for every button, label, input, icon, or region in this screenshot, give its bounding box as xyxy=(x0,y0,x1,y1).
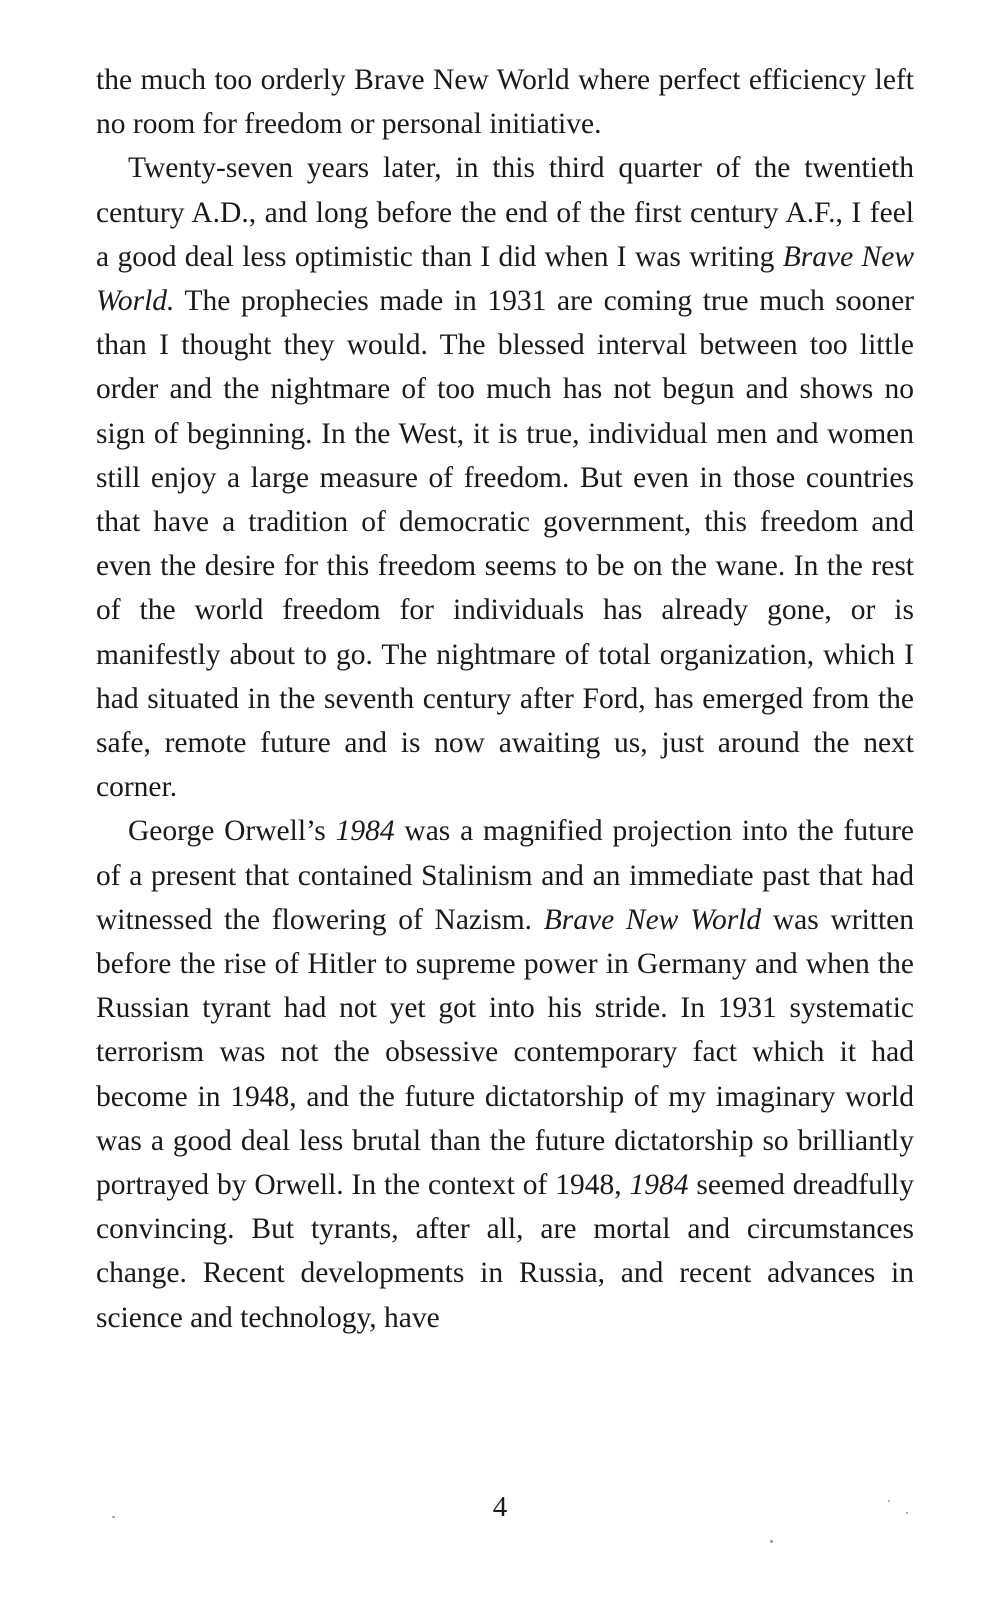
text-run: was a magnified projection into the future of a present that contained Stalinism and an immediate past that had witnessed the flowering of Nazism. xyxy=(96,815,914,936)
body-text xyxy=(96,58,914,1340)
text-run: was written before the rise of Hitler to supreme power in Germany and when the Russian tyrant had not yet got into his stride. In 1931 systematic terrorism was not the obsessive contemporary fact which it had become in 1948, and the future dictatorship of my imaginary world was a good deal less brutal than the future dictatorship so brilliantly portrayed by Orwell. In the context of 1948, xyxy=(96,903,915,1202)
paper-speck xyxy=(906,1512,908,1514)
paragraph-1 xyxy=(96,58,914,146)
paragraph-3 xyxy=(96,809,914,1339)
book-title-italic: Brave New World. xyxy=(96,240,914,318)
text-run: The prophecies made in 1931 are coming true much sooner than I thought they would. The blessed interval between too little order and the nightmare of too much has not begun and shows no sign of beginning. In the West, it is true, individual men and women still enjoy a large measure of freedom. But even in those countries that have a tradition of democratic government, this freedom and even the desire for this freedom seems to be on the wane. In the rest of the world freedom for individuals has already gone, or is manifestly about to go. The nightmare of total organization, which I had situated in the seventh century after Ford, has emerged from the safe, remote future and is now awaiting us, just around the next corner. xyxy=(96,285,914,804)
text-run: the much too orderly Brave New World where perfect efficiency left no room for freedom or personal initiative. xyxy=(96,64,914,141)
paper-speck xyxy=(888,1500,890,1502)
paper-speck xyxy=(770,1540,773,1543)
page-number: 4 xyxy=(492,1491,508,1523)
text-run: seemed dreadfully convincing. But tyrants, after all, are mortal and circumstances change. Recent developments in Russia, and recent advances in science and technology, have xyxy=(96,1169,915,1334)
paper-speck xyxy=(112,1516,115,1518)
text-run: George Orwell’s xyxy=(128,815,336,848)
text-run: Twenty-seven years later, in this third quarter of the twentieth century A.D., and long before the end of the first century A.F., I feel a good deal less optimistic than I did when I was writing xyxy=(96,152,914,273)
book-title-italic: 1984 xyxy=(335,815,395,848)
book-title-italic: Brave New World xyxy=(543,903,762,936)
paragraph-2 xyxy=(96,146,914,809)
book-title-italic: 1984 xyxy=(629,1169,689,1202)
